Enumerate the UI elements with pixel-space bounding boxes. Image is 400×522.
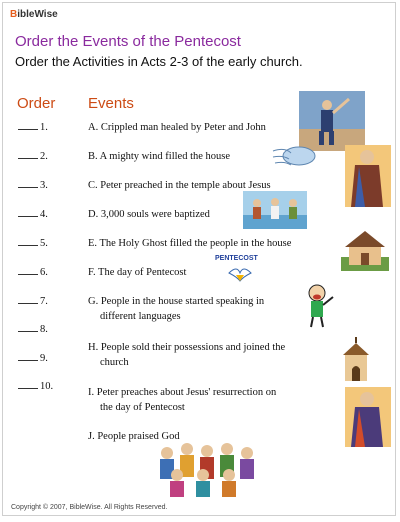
order-blank-3[interactable]: 3.: [18, 180, 48, 191]
event-a: A. Crippled man healed by Peter and John: [88, 122, 266, 133]
page-title: Order the Events of the Pentecost: [15, 33, 241, 50]
church-icon: [337, 337, 375, 383]
order-header: Order: [17, 95, 56, 112]
healing-man-icon: [299, 91, 365, 151]
copyright-footer: Copyright © 2007, BibleWise. All Rights Reserved.: [11, 504, 168, 511]
events-header: Events: [88, 95, 134, 112]
dove-icon: [225, 263, 255, 283]
event-b: B. A mighty wind filled the house: [88, 151, 231, 162]
order-blank-8[interactable]: 8.: [18, 324, 48, 335]
event-e: E. The Holy Ghost filled the people in the house: [88, 238, 292, 249]
order-blank-1[interactable]: 1.: [18, 122, 48, 133]
event-h-cont: church: [100, 357, 129, 368]
event-f: F. The day of Pentecost: [88, 267, 187, 278]
baptism-icon: [243, 191, 307, 229]
order-blank-2[interactable]: 2.: [18, 151, 48, 162]
pentecost-label: PENTECOST: [215, 255, 258, 262]
order-blank-6[interactable]: 6.: [18, 267, 48, 278]
order-blank-10[interactable]: 10.: [18, 381, 53, 392]
event-j: J. People praised God: [88, 431, 180, 442]
order-blank-9[interactable]: 9.: [18, 353, 48, 364]
peter-preaching-icon: [345, 145, 391, 207]
event-g: G. People in the house started speaking in: [88, 296, 265, 307]
order-blank-7[interactable]: 7.: [18, 296, 48, 307]
event-i-cont: the day of Pentecost: [100, 402, 185, 413]
order-blank-5[interactable]: 5.: [18, 238, 48, 249]
event-g-cont: different languages: [100, 311, 181, 322]
peter-preaching-again-icon: [345, 387, 391, 447]
worksheet-page: [2, 2, 396, 516]
order-blank-4[interactable]: 4.: [18, 209, 48, 220]
event-i: I. Peter preaches about Jesus' resurrection on: [88, 387, 277, 398]
praising-crowd-icon: [153, 435, 263, 497]
brand-logo: BibleWise: [10, 9, 58, 20]
event-c: C. Peter preached in the temple about Jesus: [88, 180, 271, 191]
house-icon: [341, 227, 389, 271]
event-d: D. 3,000 souls were baptized: [88, 209, 210, 220]
wind-cloud-icon: [271, 143, 317, 169]
page-subtitle: Order the Activities in Acts 2-3 of the early church.: [15, 54, 303, 69]
event-h: H. People sold their possessions and joined the: [88, 342, 286, 353]
speaking-man-icon: [303, 283, 339, 329]
